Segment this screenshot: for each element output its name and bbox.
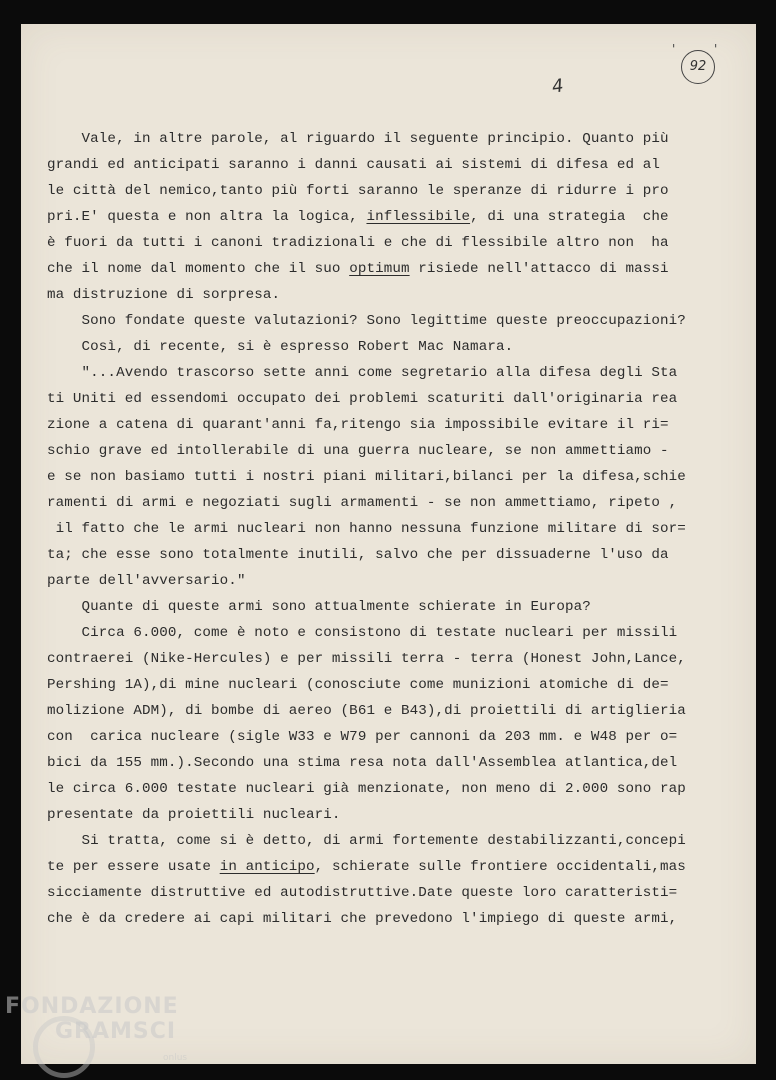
page-number: 4 [550, 75, 565, 98]
text-line [47, 204, 747, 230]
text-line: ti Uniti ed essendomi occupato dei problemi scaturiti dall'originaria rea [47, 391, 678, 407]
text-line: ma distruzione di sorpresa. [47, 287, 281, 303]
text-line: presentate da proiettili nucleari. [47, 807, 341, 823]
watermark-line-3: onlus [163, 1053, 188, 1063]
text-line: è fuori da tutti i canoni tradizionali e che di flessibile altro non ha [47, 235, 669, 251]
text-line: ramenti di armi e negoziati sugli armamenti - se non ammettiamo, ripeto , [47, 495, 678, 511]
text-line: Circa 6.000, come è noto e consistono di testate nucleari per missili [47, 625, 678, 641]
text-segment: , schierate sulle frontiere occidentali,mas [314, 859, 686, 875]
text-line: Si tratta, come si è detto, di armi fortemente destabilizzanti,concepi [47, 833, 686, 849]
fondazione-gramsci-watermark [5, 994, 188, 1063]
text-line: molizione ADM), di bombe di aereo (B61 e B43),di proiettili di artiglieria [47, 703, 686, 719]
text-line: le città del nemico,tanto più forti saranno le speranze di ridurre i pro [47, 183, 669, 199]
underlined-word: optimum [349, 261, 410, 277]
underlined-word: inflessibile [366, 209, 471, 225]
text-line [47, 854, 747, 880]
tick-mark: ' [672, 42, 676, 56]
typewritten-text [47, 126, 747, 932]
text-line: e se non basiamo tutti i nostri piani militari,bilanci per la difesa,schie [47, 469, 686, 485]
text-segment: risiede nell'attacco di massi [409, 261, 669, 277]
text-line: Quante di queste armi sono attualmente schierate in Europa? [47, 599, 591, 615]
tick-mark: ' [714, 42, 718, 56]
text-line: sicciamente distruttive ed autodistruttive.Date queste loro caratteristi= [47, 885, 678, 901]
watermark-line-1: FONDAZIONE [5, 994, 179, 1019]
text-line: con carica nucleare (sigle W33 e W79 per cannoni da 203 mm. e W48 per o= [47, 729, 678, 745]
text-line: contraerei (Nike-Hercules) e per missili terra - terra (Honest John,Lance, [47, 651, 686, 667]
text-segment: , di una strategia che [470, 209, 669, 225]
text-line: zione a catena di quarant'anni fa,ritengo sia impossibile evitare il ri= [47, 417, 669, 433]
text-segment: pri.E' questa e non altra la logica, [47, 209, 367, 225]
text-line: parte dell'avversario." [47, 573, 246, 589]
text-line: Così, di recente, si è espresso Robert Mac Namara. [47, 339, 514, 355]
text-segment: che il nome dal momento che il suo [47, 261, 350, 277]
watermark-line-2: GRAMSCI [55, 1019, 177, 1044]
text-line: le circa 6.000 testate nucleari già menzionate, non meno di 2.000 sono rap [47, 781, 686, 797]
text-line [47, 256, 747, 282]
text-line: Vale, in altre parole, al riguardo il seguente principio. Quanto più [47, 131, 669, 147]
underlined-word: in anticipo [219, 859, 315, 875]
archive-number-stamp: 92 [681, 50, 715, 84]
text-line: bici da 155 mm.).Secondo una stima resa nota dall'Assemblea atlantica,del [47, 755, 678, 771]
text-line: il fatto che le armi nucleari non hanno nessuna funzione militare di sor= [47, 521, 686, 537]
text-line: ta; che esse sono totalmente inutili, salvo che per dissuaderne l'uso da [47, 547, 669, 563]
text-segment: te per essere usate [47, 859, 220, 875]
text-line: "...Avendo trascorso sette anni come segretario alla difesa degli Sta [47, 365, 678, 381]
text-line: Pershing 1A),di mine nucleari (conosciute come munizioni atomiche di de= [47, 677, 669, 693]
text-line: grandi ed anticipati saranno i danni causati ai sistemi di difesa ed al [47, 157, 661, 173]
text-line: schio grave ed intollerabile di una guerra nucleare, se non ammettiamo - [47, 443, 669, 459]
watermark-logo-ring [33, 1016, 95, 1078]
text-line: Sono fondate queste valutazioni? Sono legittime queste preoccupazioni? [47, 313, 686, 329]
text-line: che è da credere ai capi militari che prevedono l'impiego di queste armi, [47, 911, 678, 927]
